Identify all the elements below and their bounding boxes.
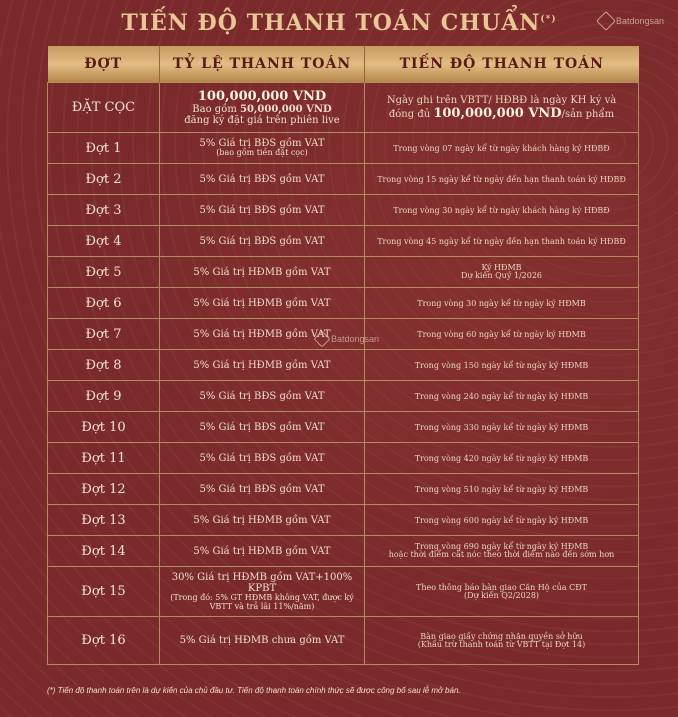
page-title: TIẾN ĐỘ THANH TOÁN CHUẨN(*) bbox=[121, 10, 557, 36]
installment-label: Đợt 12 bbox=[48, 474, 160, 505]
payment-rate bbox=[160, 164, 365, 195]
schedule-text: Trong vòng 150 ngày kể từ ngày ký HĐMB bbox=[414, 360, 589, 370]
payment-rate-text: 5% Giá trị HĐMB gồm VAT bbox=[193, 328, 331, 340]
payment-rate bbox=[160, 350, 365, 381]
table-row bbox=[48, 257, 639, 288]
table-row bbox=[48, 226, 639, 257]
schedule-text: Trong vòng 60 ngày kể từ ngày ký HĐMB bbox=[417, 329, 586, 339]
schedule-text: Trong vòng 07 ngày kể từ ngày khách hàng ký HĐBĐ bbox=[393, 143, 610, 153]
deposit-rate bbox=[160, 83, 365, 133]
payment-schedule bbox=[365, 617, 639, 665]
payment-rate-text: 5% Giá trị HĐMB gồm VAT bbox=[193, 514, 331, 526]
payment-rate bbox=[160, 195, 365, 226]
payment-rate bbox=[160, 226, 365, 257]
payment-rate bbox=[160, 412, 365, 443]
schedule-text: Trong vòng 240 ngày kể từ ngày ký HĐMB bbox=[414, 391, 589, 401]
table-row bbox=[48, 381, 639, 412]
installment-label: Đợt 16 bbox=[48, 617, 160, 665]
payment-rate bbox=[160, 567, 365, 617]
table-row bbox=[48, 350, 639, 381]
schedule-text: Theo thông báo bàn giao Căn Hộ của CĐT bbox=[415, 582, 587, 592]
schedule-text: Trong vòng 690 ngày kể từ ngày ký HĐMB bbox=[414, 542, 589, 552]
payment-schedule bbox=[365, 536, 639, 567]
payment-schedule bbox=[365, 195, 639, 226]
payment-rate-text: 5% Giá trị BĐS gồm VAT bbox=[199, 173, 325, 185]
schedule-text: Trong vòng 600 ngày kể từ ngày ký HĐMB bbox=[414, 515, 589, 525]
schedule-text: Trong vòng 45 ngày kể từ ngày đến hạn thanh toán ký HĐBĐ bbox=[377, 236, 626, 246]
batdongsan-center-watermark: Batdongsan bbox=[316, 333, 379, 345]
table-row bbox=[48, 133, 639, 164]
installment-label: Đợt 11 bbox=[48, 443, 160, 474]
table-row bbox=[48, 474, 639, 505]
schedule-text: Ký HĐMB bbox=[481, 263, 522, 273]
payment-rate bbox=[160, 617, 365, 665]
payment-rate-text: 30% Giá trị HĐMB gồm VAT+100% KPBT bbox=[171, 571, 353, 594]
payment-schedule bbox=[365, 381, 639, 412]
payment-rate-text: 5% Giá trị BĐS gồm VAT bbox=[199, 452, 325, 464]
installment-label: Đợt 2 bbox=[48, 164, 160, 195]
table-row bbox=[48, 505, 639, 536]
batdongsan-small-logo-icon bbox=[314, 331, 331, 348]
table-row bbox=[48, 164, 639, 195]
payment-rate bbox=[160, 536, 365, 567]
batdongsan-logo-icon bbox=[596, 11, 616, 31]
payment-rate-note: (Trong đó: 5% GT HĐMB không VAT, được ký VBTT và trả lãi 11%/năm) bbox=[170, 592, 354, 611]
payment-rate-text: 5% Giá trị BĐS gồm VAT bbox=[199, 204, 325, 216]
table-row bbox=[48, 567, 639, 617]
header-installment: ĐỢT bbox=[48, 46, 160, 83]
payment-rate-text: 5% Giá trị HĐMB gồm VAT bbox=[193, 545, 331, 557]
installment-label: Đợt 15 bbox=[48, 567, 160, 617]
payment-schedule bbox=[365, 350, 639, 381]
schedule-text: Bàn giao giấy chứng nhận quyền sở hữu bbox=[420, 631, 583, 641]
payment-schedule bbox=[365, 133, 639, 164]
installment-label: Đợt 9 bbox=[48, 381, 160, 412]
payment-schedule bbox=[365, 164, 639, 195]
schedule-note: hoặc thời điểm cất nóc theo thời điểm nào đến sớm hơn bbox=[388, 550, 615, 560]
watermark-text: Batdongsan bbox=[615, 16, 664, 26]
deposit-row bbox=[48, 83, 639, 133]
payment-rate-text: 5% Giá trị HĐMB gồm VAT bbox=[193, 266, 331, 278]
header-payment-rate: TỶ LỆ THANH TOÁN bbox=[160, 46, 365, 83]
payment-schedule bbox=[365, 505, 639, 536]
schedule-note: (Khấu trừ thanh toán từ VBTT tại Đợt 14) bbox=[417, 639, 586, 649]
payment-rate bbox=[160, 443, 365, 474]
deposit-included: Bao gồm 50,000,000 VND bbox=[192, 104, 332, 115]
schedule-text: Trong vòng 30 ngày kể từ ngày khách hàng ký HĐBĐ bbox=[393, 205, 610, 215]
payment-schedule bbox=[365, 412, 639, 443]
batdongsan-watermark bbox=[599, 14, 664, 28]
installment-label: Đợt 1 bbox=[48, 133, 160, 164]
schedule-text: Trong vòng 420 ngày kể từ ngày ký HĐMB bbox=[414, 453, 589, 463]
header-payment-schedule: TIẾN ĐỘ THANH TOÁN bbox=[365, 46, 639, 83]
payment-rate-text: 5% Giá trị BĐS gồm VAT bbox=[199, 235, 325, 247]
payment-schedule bbox=[365, 288, 639, 319]
payment-rate-text: 5% Giá trị BĐS gồm VAT bbox=[199, 483, 325, 495]
schedule-text: Trong vòng 15 ngày kể từ ngày đến hạn thanh toán ký HĐBĐ bbox=[377, 174, 626, 184]
table-row bbox=[48, 617, 639, 665]
payment-schedule bbox=[365, 257, 639, 288]
installment-label: Đợt 7 bbox=[48, 319, 160, 350]
table-row bbox=[48, 288, 639, 319]
table-row bbox=[48, 536, 639, 567]
payment-rate bbox=[160, 257, 365, 288]
table-row bbox=[48, 412, 639, 443]
schedule-text: Trong vòng 30 ngày kể từ ngày ký HĐMB bbox=[417, 298, 586, 308]
schedule-note: Dự kiến Quý 1/2026 bbox=[460, 271, 543, 281]
table-row bbox=[48, 195, 639, 226]
schedule-note: (Dự kiến Q2/2028) bbox=[463, 590, 540, 600]
deposit-note: đăng ký đặt giá trên phiên live bbox=[184, 115, 340, 126]
payment-rate bbox=[160, 474, 365, 505]
deposit-amount: 100,000,000 VND bbox=[197, 89, 327, 104]
payment-schedule-table bbox=[47, 46, 639, 665]
installment-label: Đợt 5 bbox=[48, 257, 160, 288]
installment-label: Đợt 8 bbox=[48, 350, 160, 381]
installment-label: Đợt 3 bbox=[48, 195, 160, 226]
payment-rate-text: 5% Giá trị BĐS gồm VAT bbox=[199, 390, 325, 402]
payment-schedule bbox=[365, 443, 639, 474]
payment-rate-text: 5% Giá trị HĐMB gồm VAT bbox=[193, 297, 331, 309]
installment-label: Đợt 4 bbox=[48, 226, 160, 257]
payment-rate-text: 5% Giá trị BĐS gồm VAT bbox=[199, 421, 325, 433]
payment-rate bbox=[160, 133, 365, 164]
payment-rate-note: (bao gồm tiền đặt cọc) bbox=[216, 148, 308, 158]
payment-schedule bbox=[365, 226, 639, 257]
installment-label: Đợt 6 bbox=[48, 288, 160, 319]
footnote: (*) Tiến độ thanh toán trên là dự kiến của chủ đầu tư. Tiến độ thanh toán chính thức sẽ được công bố sau lễ mở bán. bbox=[47, 686, 461, 695]
payment-schedule bbox=[365, 319, 639, 350]
schedule-text: Trong vòng 510 ngày kể từ ngày ký HĐMB bbox=[414, 484, 589, 494]
payment-rate-text: 5% Giá trị HĐMB gồm VAT bbox=[193, 359, 331, 371]
payment-rate-text: 5% Giá trị BĐS gồm VAT bbox=[199, 138, 325, 150]
payment-schedule bbox=[365, 567, 639, 617]
payment-schedule bbox=[365, 474, 639, 505]
schedule-text: Trong vòng 330 ngày kể từ ngày ký HĐMB bbox=[414, 422, 589, 432]
table-header-row bbox=[48, 46, 639, 83]
installment-label: Đợt 14 bbox=[48, 536, 160, 567]
payment-rate bbox=[160, 288, 365, 319]
installment-label: Đợt 13 bbox=[48, 505, 160, 536]
payment-rate-text: 5% Giá trị HĐMB chưa gồm VAT bbox=[179, 635, 345, 646]
table-row bbox=[48, 443, 639, 474]
payment-rate bbox=[160, 381, 365, 412]
installment-label: Đợt 10 bbox=[48, 412, 160, 443]
deposit-schedule: Ngày ghi trên VBTT/ HĐBĐ là ngày KH ký và đóng đủ 100,000,000 VND/sản phẩm bbox=[365, 83, 639, 133]
payment-rate bbox=[160, 505, 365, 536]
deposit-label: ĐẶT CỌC bbox=[48, 83, 160, 133]
